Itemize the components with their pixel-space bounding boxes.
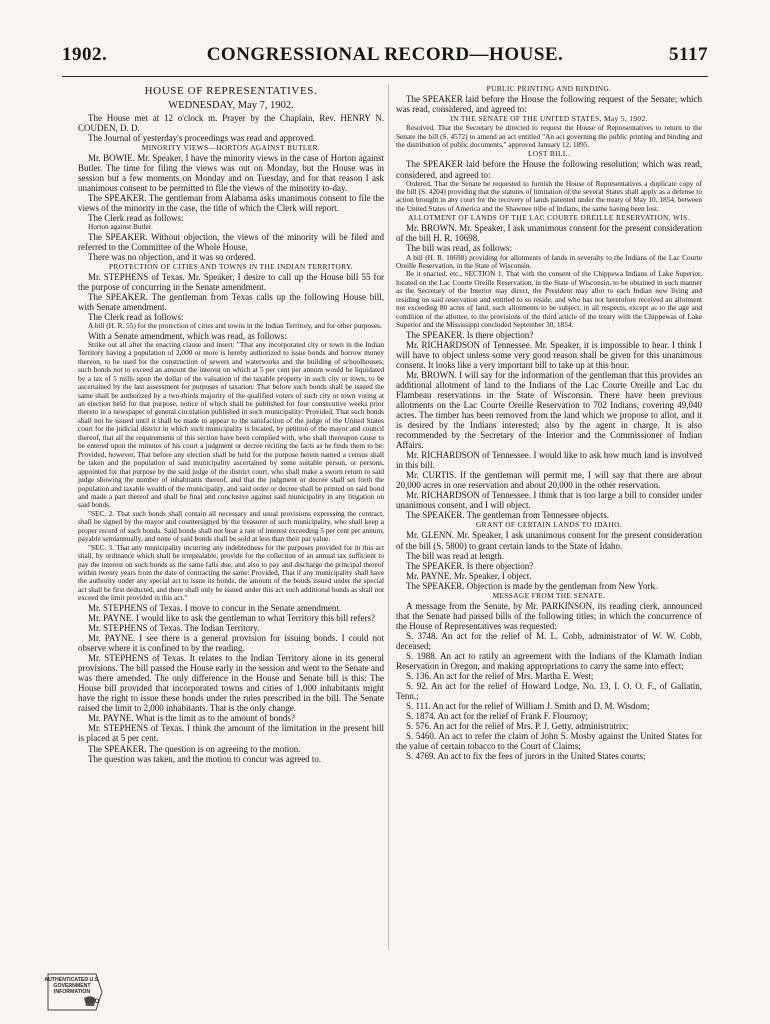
dateline: WEDNESDAY, May 7, 1902. xyxy=(168,100,294,111)
paragraph: The bill was read, as follows: xyxy=(406,243,512,254)
paragraph: The House met at 12 o'clock m. Prayer by the Chaplain, Rev. HENRY N. COUDEN, D. D. xyxy=(78,113,384,134)
paragraph: The SPEAKER. Is there objection? xyxy=(406,560,534,571)
paragraph: Mr. CURTIS. If the gentleman will permit me, I will say that there are about 20,000 acres in one reservation and about 20,000 in the other reservation. xyxy=(396,470,702,491)
paragraph: Mr. PAYNE. I would like to ask the gentleman to what Territory this bill refers? xyxy=(88,612,375,623)
paragraph: S. 576. An act for the relief of Mrs. P. J. Getty, administratrix; xyxy=(406,721,629,732)
paragraph: S. 3748. An act for the relief of M. L. Cobb, administrator of W. W. Cobb, deceased; xyxy=(396,630,702,651)
subsection-heading: IN THE SENATE OF THE UNITED STATES, May 5, 1902. xyxy=(450,114,648,124)
section-heading: HOUSE OF REPRESENTATIVES. xyxy=(144,85,318,97)
paragraph: The Clerk read as follows: xyxy=(88,213,184,224)
paragraph: Mr. GLENN. Mr. Speaker, I ask unanimous consent for the present consideration of the bill (S. 5800) to grant certain lands to the State of Idaho. xyxy=(396,530,702,551)
paragraph: The SPEAKER. Is there objection? xyxy=(406,329,534,340)
quoted-text: A bill (H. R. 55) for the protection of cities and towns in the Indian Territory, and for other purposes. xyxy=(88,321,382,331)
paragraph: Mr. RICHARDSON of Tennessee. I would like to ask how much land is involved in this bill. xyxy=(396,450,702,471)
paragraph: The Journal of yesterday's proceedings was read and approved. xyxy=(88,133,316,144)
quoted-text: Ordered, That the Senate be requested to furnish the House of Representatives a duplicate copy of the bill (S. 4204) providing that the statutes of limitation of the several States shall apply as a defense to action brought in any court for the recovery of lands patented under the treaty of May 10, 1854, between the United States of America and the Shawnee tribe of Indians, the same having been lost. xyxy=(396,178,702,213)
paragraph: Mr. STEPHENS of Texas. Mr. Speaker, I desire to call up the House bill 55 for the purpose of concurring in the Senate amendment. xyxy=(78,272,384,293)
subsection-heading: LOST BILL. xyxy=(528,149,570,159)
subsection-heading: PUBLIC PRINTING AND BINDING. xyxy=(486,84,612,93)
paragraph: The SPEAKER laid before the House the following resolution; which was read, considered, and agreed to: xyxy=(396,159,702,180)
paragraph: Mr. STEPHENS of Texas. I move to concur in the Senate amendment. xyxy=(88,602,342,613)
paragraph: Mr. STEPHENS of Texas. It relates to the Indian Territory alone in its general provisions. The bill passed the House early in the session and went to the Senate and was there amended. The only difference in the House and Senate bill is this: The House bill provided that incorporated towns and cities of 1,000 inhabitants might have the right to issue these bonds under the rules prescribed in the bill. The Senate raised the limit to 2,000 inhabitants. That is the only change. xyxy=(78,653,384,714)
paragraph: Mr. STEPHENS of Texas. I think the amount of the limitation in the present bill is placed at 5 per cent. xyxy=(78,723,384,744)
subsection-heading: MESSAGE FROM THE SENATE. xyxy=(492,590,606,600)
quoted-text: "SEC. 2. That such bonds shall contain all necessary and usual provisions expressing the contract, shall be signed by the mayor and countersigned by the treasurer of such municipality, who shall keep a proper record of such bonds. Said bonds shall not bear a rate of interest exceeding 5 per cent per annum, payable semiannually, and none of said bonds shall be sold at less than their par value. xyxy=(78,508,384,544)
paragraph: The bill was read at length. xyxy=(406,550,504,561)
header-page-number: 5117 xyxy=(669,44,708,65)
quoted-text: Strike out all after the enacting clause and insert: "That any incorporated city or town in the Indian Territory having a population of 2,000 or more is hereby authorized to issue bonds and borrow money thereon, to be used for the construction of sewers and waterworks and the building of schoolhouses; such bonds not to exceed an amount the interest on which at 5 per cent per annum would be liquidated by a tax of 5 mills upon the dollar of the valuation of the taxable property in such city or town, to be ascertained by the last assessment for purposes of taxation: That before such bonds shall be issued the same shall be authorized by a two-thirds majority of the qualified voters of such city or town voting at an election held for that purpose, notice of which shall be published for four consecutive weeks prior thereto in a newspaper of general circulation published in such municipality: Provided, That such bonds shall not be issued until it shall be made to appear to the satisfaction of the judge of the United States court for the judicial district in which such municipality is located, by petition of the mayor and council thereof, that all the requirements of this section have been complied with, who shall thereupon cause to be entered upon the minutes of his court a judgment or decree reciting the facts as he finds them to be: Provided, however, That before any election shall be held for the purpose herein named a census shall be taken and the population of said municipality ascertained by some suitable person, or persons, appointed for that purpose by the said judge of the district court, who shall make a sworn return to said judge showing the number of inhabitants thereof, and that the judgment or decree shall set forth the population and taxable wealth of the municipality, and said order or decree shall be printed on said bond and made a part thereof and shall be final and conclusive against said municipality in any litigation on said bonds. xyxy=(78,339,384,510)
quoted-text: "SEC. 3. That any municipality incurring any indebtedness for the purposes provided for in this act shall, by ordinance which shall be irrepealable, provide for the collection of an annual tax sufficient to pay the interest on such bonds as the same falls due, and also to pay and discharge the principal thereof within twenty years from the date of contracting the same: Provided, That if any municipality shall have the authority under any special act to issue its bonds, the amount of the bonds issued under the special act shall be first deducted, and there shall only be issued under this act such additional bonds as shall not exceed the limit provided in this act." xyxy=(78,542,384,603)
paragraph: S. 136. An act for the relief of Mrs. Martha E. West; xyxy=(406,671,594,682)
subsection-heading: PROTECTION OF CITIES AND TOWNS IN THE INDIAN TERRITORY. xyxy=(109,262,353,272)
column-divider xyxy=(388,84,389,950)
badge-text: AUTHENTICATED U.S. GOVERNMENT INFORMATION xyxy=(44,977,100,995)
page-header xyxy=(62,44,708,70)
paragraph: Mr. BROWN. I will say for the information of the gentleman that this provides an additional allotment of land to the Indians of the Lac Courte Oreille and Lac du Flambeau reservations in the State of Wisconsin. There have been previous allotments on the Lac Courte Oreille Reservation to 702 Indians, covering 49,040 acres. The timber has been removed from the land which we propose to allot, and it is desired by the Indians interested; also by the agent in charge. It is also recommended by the Secretary of the Interior and the Commissioner of Indian Affairs. xyxy=(396,369,702,451)
header-year: 1902. xyxy=(62,44,108,65)
badge-gpo: GPO xyxy=(86,999,100,1005)
paragraph: Mr. PAYNE. I see there is a general provision for issuing bonds. I could not observe where it is confined to by the reading. xyxy=(78,632,384,654)
paragraph: Mr. PAYNE. Mr. Speaker, I object. xyxy=(406,570,532,581)
paragraph: The SPEAKER. The question is on agreeing to the motion. xyxy=(88,743,301,754)
paragraph: S. 5460. An act to refer the claim of John S. Mosby against the United States for the value of certain tobacco to the Court of Claims; xyxy=(396,731,702,752)
paragraph: The Clerk read as follows: xyxy=(88,312,184,323)
paragraph: The SPEAKER. Without objection, the views of the minority will be filed and referred to the Committee of the Whole House. xyxy=(78,231,384,252)
quoted-text: Horton against Butler. xyxy=(88,222,153,232)
paragraph: S. 111. An act for the relief of William J. Smith and D. M. Wisdom; xyxy=(406,701,650,712)
paragraph: The question was taken, and the motion to concur was agreed to. xyxy=(88,753,322,764)
paragraph: The SPEAKER laid before the House the following request of the Senate; which was read, considered, and agreed to: xyxy=(396,94,702,115)
paragraph: Mr. BOWIE. Mr. Speaker, I have the minority views in the case of Horton against Butler. The time for filing the views was out on Monday, but the House was in session but a few moments on Monday and on Tuesday, and for that reason I ask unanimous consent to be permitted to file the views of the minority to-day. xyxy=(78,153,384,194)
paragraph: The SPEAKER. The gentleman from Tennessee objects. xyxy=(406,510,609,521)
quoted-text: Be it enacted, etc., SECTION 1. That with the consent of the Chippewa Indians of Lake Superior, located on the Lac Courte Oreille Reservation, in the State of Wisconsin, to be obtained in such manner as the Secretary of the Interior may direct, the President may allot to each Indian now living and residing on said reservation and entitled to so reside, and who has not heretofore received an allotment not exceeding 80 acres of land, such allotments to be subject, in all respects, except as to the age and condition of the allottee, to the provisions of the third article of the treaty with the Chippewas of Lake Superior and the Mississippi concluded September 30, 1854. xyxy=(396,269,702,330)
paragraph: Mr. RICHARDSON of Tennessee. Mr. Speaker, it is impossible to hear. I think I will have to object unless some very good reason shall be given for this unanimous consent. It looks like a very important bill to take up at this hour. xyxy=(396,339,702,370)
paragraph: Mr. RICHARDSON of Tennessee. I think that is too large a bill to consider under unanimous consent, and I will object. xyxy=(396,490,702,511)
paragraph: S. 1874. An act for the relief of Frank F. Flournoy; xyxy=(406,711,589,722)
subsection-heading: MINORITY VIEWS—HORTON AGAINST BUTLER. xyxy=(141,143,321,153)
paragraph: The SPEAKER. Objection is made by the gentleman from New York. xyxy=(406,580,658,591)
paragraph: The SPEAKER. The gentleman from Alabama asks unanimous consent to file the views of the minority in the case, the title of which the Clerk will report. xyxy=(78,193,384,214)
paragraph: With a Senate amendment, which was read, as follows: xyxy=(88,330,287,341)
right-column xyxy=(396,84,702,762)
quoted-text: A bill (H. R. 10698) providing for allotments of lands in severalty to the Indians of the Lac Courte Oreille Reservation, in the State of Wisconsin. xyxy=(396,252,702,270)
left-column xyxy=(78,84,384,764)
paragraph: S. 4769. An act to fix the fees of jurors in the United States courts; xyxy=(406,751,646,762)
header-rule xyxy=(62,76,708,77)
paragraph: A message from the Senate, by Mr. PARKINSON, its reading clerk, announced that the Senate had passed bills of the following titles; in which the concurrence of the House of Representatives was requested: xyxy=(396,600,702,631)
subsection-heading: ALLOTMENT OF LANDS OF THE LAC COURTE OREILLE RESERVATION, WIS. xyxy=(408,213,690,223)
quoted-text: Resolved, That the Secretary be directed to request the House of Representatives to return to the Senate the bill (S. 4572) to amend an act entitled "An act governing the public printing and binding and the distribution of public documents," approved January 12, 1895. xyxy=(396,123,702,149)
paragraph: S. 1988. An act to ratify an agreement with the Indians of the Klamath Indian Reservation in Oregon, and making appropriations to carry the same into effect; xyxy=(396,650,702,672)
paragraph: The SPEAKER. The gentleman from Texas calls up the following House bill, with Senate amendment. xyxy=(78,292,384,313)
paragraph: There was no objection, and it was so ordered. xyxy=(88,252,256,263)
paragraph: Mr. BROWN. Mr. Speaker, I ask unanimous consent for the present consideration of the bill H. R. 10698. xyxy=(396,223,702,244)
gpo-authentication-seal xyxy=(44,968,108,1016)
header-title: CONGRESSIONAL RECORD—HOUSE. xyxy=(206,44,564,65)
paragraph: S. 92. An act for the relief of Howard Lodge, No. 13, I. O. O. F., of Gallatin, Tenn.; xyxy=(396,681,702,702)
paragraph: Mr. STEPHENS of Texas. The Indian Territory. xyxy=(88,622,260,633)
paragraph: Mr. PAYNE. What is the limit as to the amount of bonds? xyxy=(88,713,295,724)
subsection-heading: GRANT OF CERTAIN LANDS TO IDAHO. xyxy=(476,520,622,530)
